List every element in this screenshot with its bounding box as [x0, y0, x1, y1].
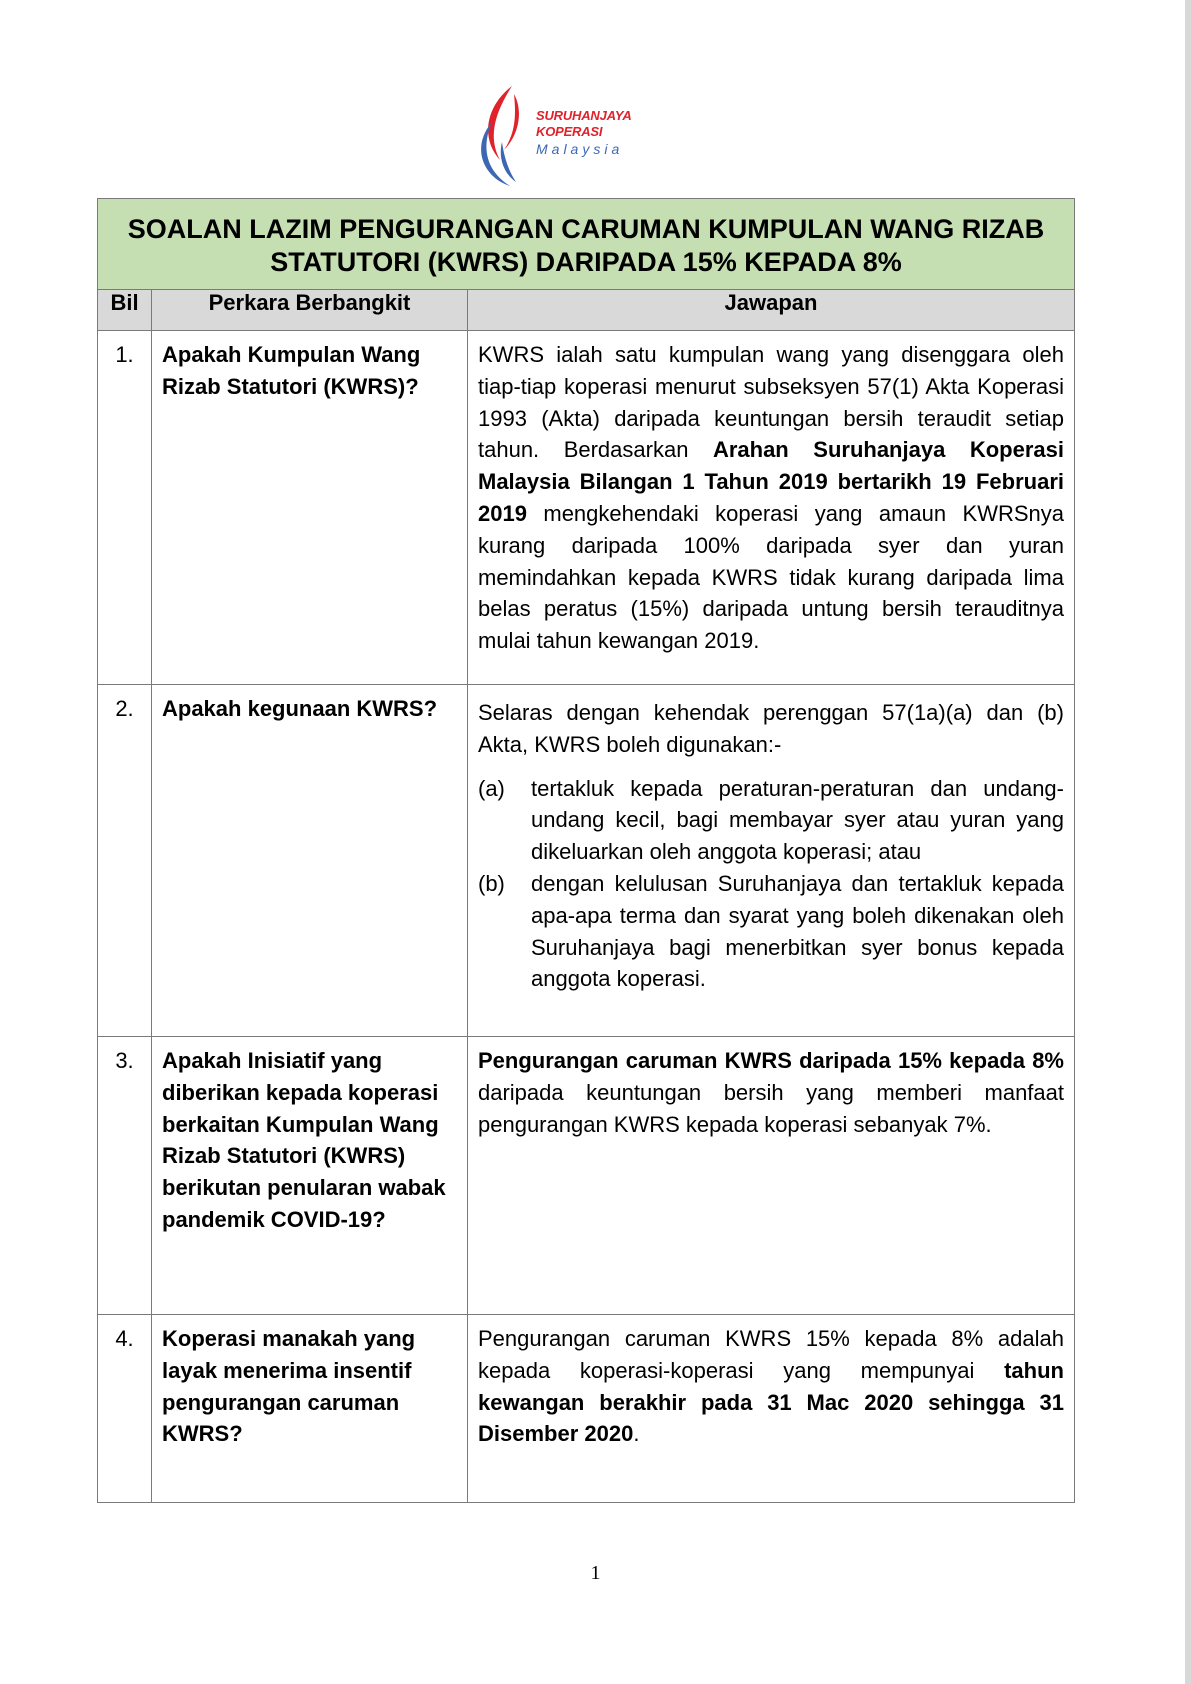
- flame-emblem-icon: [476, 84, 536, 188]
- answer-list: [478, 773, 1064, 996]
- question-cell: Apakah Inisiatif yang diberikan kepada koperasi berkaitan Kumpulan Wang Rizab Statutori (KWRS) berikutan penularan wabak pandemik COVID-19?: [152, 1037, 468, 1315]
- table-row: [98, 1315, 1075, 1503]
- answer-bold-text: Arahan Suruhanjaya Koperasi Malaysia Bilangan 1 Tahun 2019 bertarikh 19 Februari 2019: [478, 437, 1064, 526]
- page-edge: [1185, 0, 1191, 1684]
- logo: [476, 84, 636, 188]
- document-title: SOALAN LAZIM PENGURANGAN CARUMAN KUMPULAN WANG RIZAB STATUTORI (KWRS) DARIPADA 15% KEPADA 8%: [98, 199, 1075, 290]
- logo-text-koperasi: KOPERASI: [536, 124, 603, 139]
- question-cell: Apakah Kumpulan Wang Rizab Statutori (KWRS)?: [152, 331, 468, 685]
- answer-cell: [468, 1315, 1075, 1503]
- logo-text-malaysia: Malaysia: [536, 141, 624, 157]
- list-item-label: (b): [478, 870, 505, 896]
- list-item: [478, 773, 1064, 868]
- row-number: 1.: [98, 331, 152, 685]
- answer-text: daripada keuntungan bersih yang memberi manfaat pengurangan KWRS kepada koperasi sebanyak 7%.: [478, 1079, 1064, 1137]
- answer-text: mengkehendaki koperasi yang amaun KWRSnya kurang daripada 100% daripada syer dan yuran memindahkan kepada KWRS tidak kurang daripada lima belas peratus (15%) daripada untung bersih terauditnya mulai tahun kewangan 2019.: [478, 500, 1064, 654]
- logo-text-suruhanjaya: SURUHANJAYA: [536, 108, 632, 123]
- question-cell: Koperasi manakah yang layak menerima insentif pengurangan caruman KWRS?: [152, 1315, 468, 1503]
- page-number: 1: [590, 1562, 601, 1584]
- list-item-label: (a): [478, 775, 505, 801]
- answer-bold-text: Pengurangan caruman KWRS daripada 15% kepada 8%: [478, 1048, 1064, 1073]
- answer-text: Pengurangan caruman KWRS 15% kepada 8% adalah kepada koperasi-koperasi yang mempunyai: [478, 1326, 1064, 1383]
- list-item-text: dengan kelulusan Suruhanjaya dan tertakluk kepada apa-apa terma dan syarat yang boleh dikenakan oleh Suruhanjaya bagi menerbitkan syer bonus kepada anggota koperasi.: [531, 870, 1064, 992]
- column-header-bil: Bil: [98, 290, 152, 331]
- answer-bold-text: tahun kewangan berakhir pada 31 Mac 2020 sehingga 31 Disember 2020: [478, 1357, 1064, 1447]
- row-number: 3.: [98, 1037, 152, 1315]
- list-item: [478, 868, 1064, 995]
- table-row: [98, 685, 1075, 1037]
- table-row: [98, 1037, 1075, 1315]
- answer-text: KWRS ialah satu kumpulan wang yang disenggara oleh tiap-tiap koperasi menurut subseksyen 57(1) Akta Koperasi 1993 (Akta) daripada keuntungan bersih teraudit setiap tahun. Berdasarkan: [478, 342, 1064, 463]
- list-item-text: tertakluk kepada peraturan-peraturan dan undang-undang kecil, bagi membayar syer atau yuran yang dikeluarkan oleh anggota koperasi; atau: [531, 775, 1064, 865]
- answer-cell: [468, 1037, 1075, 1315]
- row-number: 2.: [98, 685, 152, 1037]
- answer-intro: Selaras dengan kehendak perenggan 57(1a)(a) dan (b) Akta, KWRS boleh digunakan:-: [478, 700, 1064, 757]
- answer-cell: [468, 331, 1075, 685]
- column-header-perkara: Perkara Berbangkit: [152, 290, 468, 331]
- column-header-jawapan: Jawapan: [468, 290, 1075, 331]
- faq-table: [97, 198, 1075, 1503]
- answer-text: .: [633, 1421, 640, 1447]
- row-number: 4.: [98, 1315, 152, 1503]
- question-cell: Apakah kegunaan KWRS?: [152, 685, 468, 1037]
- table-row: [98, 331, 1075, 685]
- answer-cell: [468, 685, 1075, 1037]
